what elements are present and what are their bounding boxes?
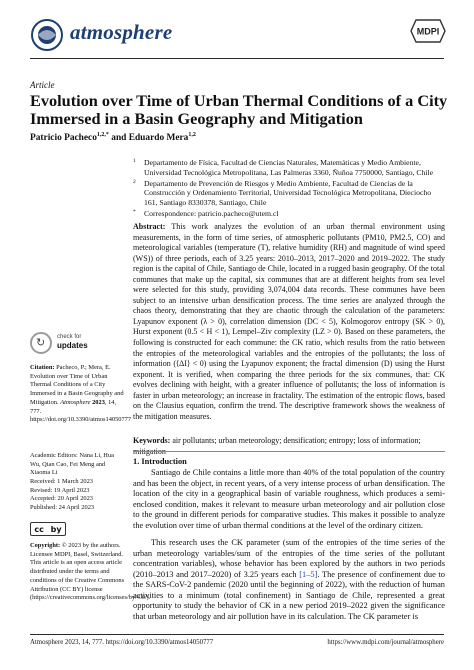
check-updates-label: check for bbox=[57, 334, 82, 340]
intro-paragraph-1: Santiago de Chile contains a little more than 40% of the total population of the country and has been the object, in recent years, of a very intense process of urban densification. The location of the city in a geographical basin of variable roughness, which produces a semi-enclosed condition, makes it relevant to measure urban meteorology and air pollution close to the ground in different periods for comparative studies. This makes it possible to analyze the evolution over time of urban thermal conditions at the level of the ordinary citizen. bbox=[133, 468, 445, 530]
intro-paragraph-2 bbox=[133, 538, 445, 622]
affiliation-item bbox=[133, 209, 445, 219]
copyright-label: Copyright: bbox=[30, 542, 61, 549]
intro-text: This research uses the CK parameter (sum of the entropies of the time series of the urban meteorology variables/sum of the entropies of the time series of the pollutant concentration variables), whose behavior has been explored by the authors in two periods (2010–2013 and 2017–2020) of 3.25 years each bbox=[133, 538, 445, 579]
published-date: Published: 24 April 2023 bbox=[30, 504, 95, 512]
affiliation-number: 2 bbox=[133, 178, 136, 185]
affiliation-text: Departamento de Prevención de Riesgos y Medio Ambiente, Facultad de Ciencias de la Construcción y Ordenamiento Territorial, Universidad Tecnológica Metropolitana, Dieciocho 161, Santiago 8330378, Santiago, Chile bbox=[144, 178, 432, 208]
abstract bbox=[133, 222, 445, 422]
keywords-rule bbox=[133, 451, 445, 452]
page-footer bbox=[30, 639, 444, 646]
author-name[interactable]: Patricio Pacheco bbox=[30, 133, 97, 144]
intro-text: . The presence of confinement due to the SARS-CoV-2 pandemic (2020 until the beginning of 2022), with the reduction of human activities to a minimum (total confinement) in Santiago de Chile, represented a great opportunity to study the behavior of CK in a new period 2019–2022 given the significance that urban meteorology and air pollution have in its calculation. The CK parameter is bbox=[133, 569, 445, 621]
affiliation-number: * bbox=[133, 208, 136, 215]
copyright-block bbox=[30, 542, 151, 603]
mdpi-logo-icon[interactable] bbox=[410, 18, 446, 44]
journal-name[interactable]: atmosphere bbox=[70, 20, 173, 44]
academic-editors: Academic Editors: Nana Li, Hua Wu, Qian Cao, Fei Meng and Xiaoma Li bbox=[30, 452, 114, 477]
citation-block bbox=[30, 364, 132, 425]
revised-date: Revised: 19 April 2023 bbox=[30, 486, 90, 494]
by-icon: by bbox=[50, 524, 62, 534]
keywords bbox=[133, 436, 445, 457]
cc-license-badge[interactable] bbox=[30, 522, 66, 536]
section-heading: 1. Introduction bbox=[133, 457, 187, 466]
author-list bbox=[30, 132, 196, 143]
check-updates-label: updates bbox=[57, 341, 88, 350]
check-for-updates-button[interactable] bbox=[30, 330, 125, 358]
cc-icon: cc bbox=[34, 524, 44, 534]
abstract-text: This work analyzes the evolution of an urban thermal environment using measurements, in the form of time series, of atmospheric pollutants (PM10, PM2.5, CO) and meteorological variables (temperature (T), relative humidity (RH) and magnitude of wind speed (WS)) of three periods, each of 3.25 years: 2010–2013, 2017–2020 and 2019–2022. The study region is the capital of Chile, Santiago de Chile, located in a rugged basin geography. Of the total communes that make up the capital, six communes that are at different heights from sea level were selected for this study, providing 3,074,004 data records. These communes have been subject to an intensive urban densification process. The time series are analyzed through the chaos theory, demonstrating that they are chaotic through the calculation of the parameters: Lyapunov exponent (λ > 0), correlation dimension (DC < 5), Kolmogorov entropy (SK > 0), Hurst exponent (0.5 < H < 1), Lempel–Ziv complexity (LZ > 0). Based on these parameters, the following is constructed for each commune: the CK ratio, which results from the ratio between the entropies of the meteorological variables and the entropies of the pollutants; the loss of information (⟨ΔI⟩ < 0) using the Lyapunov exponent; the fractal dimension (D) using the Hurst exponent. It is verified, when comparing the three periods for the six communes, that: CK evolves declining with height, with a greater influence of pollutants; the loss of information is faster in urban meteorology; an increase in fractality. The estimation of the entropic flows, based on the Clausius equation, confirm the trend. The descriptive framework shows the weakness of the mitigation measures. bbox=[133, 222, 445, 421]
author-separator: and bbox=[108, 133, 129, 144]
journal-logo-icon bbox=[30, 18, 64, 52]
author-affiliation-mark: 1,2 bbox=[188, 132, 196, 138]
footer-journal-url[interactable]: https://www.mdpi.com/journal/atmosphere bbox=[327, 639, 444, 646]
citation-journal: Atmosphere bbox=[60, 398, 91, 406]
citation-doi[interactable]: , 14, 777. https://doi.org/10.3390/atmos14050777 bbox=[30, 398, 132, 424]
citation-text: Pacheco, P.; Mera, E. Evolution over Time of Urban Thermal Conditions of a City Immersed in a Basin Geography and Mitigation. bbox=[30, 364, 124, 406]
dates-block bbox=[30, 478, 125, 513]
article-type: Article bbox=[30, 80, 55, 90]
affiliation-item bbox=[133, 158, 445, 178]
copyright-text: © 2023 by the authors. Licensee MDPI, Basel, Switzerland. This article is an open access article distributed under the terms and conditions of the Creative Commons Attribution (CC BY) license (https://creativecommons.org/licenses/by/4.0/). bbox=[30, 542, 151, 602]
article-title: Evolution over Time of Urban Thermal Conditions of a City Immersed in a Basin Geography and Mitigation bbox=[30, 91, 448, 128]
affiliation-item bbox=[133, 179, 445, 208]
affiliation-number: 1 bbox=[133, 158, 136, 164]
author-affiliation-mark: 1,2,* bbox=[96, 132, 109, 138]
check-updates-icon: ↻ bbox=[30, 332, 52, 354]
author-name[interactable]: Eduardo Mera bbox=[128, 133, 189, 144]
footer-citation[interactable]: Atmosphere 2023, 14, 777. https://doi.org/10.3390/atmos14050777 bbox=[30, 639, 214, 646]
keywords-text: air pollutants; urban meteorology; densification; entropy; loss of information; mitigation bbox=[133, 436, 421, 456]
accepted-date: Accepted: 20 April 2023 bbox=[30, 495, 94, 503]
citation-link[interactable]: [1–5] bbox=[299, 569, 318, 579]
header-rule bbox=[30, 58, 444, 59]
affiliation-text: Departamento de Física, Facultad de Ciencias Naturales, Matemáticas y Medio Ambiente, Universidad Tecnológica Metropolitana, Las Palmeras 3360, Ñuñoa 7750000, Santiago, Chile bbox=[144, 158, 434, 177]
received-date: Received: 1 March 2023 bbox=[30, 478, 93, 485]
keywords-label: Keywords: bbox=[133, 436, 171, 445]
citation-label: Citation: bbox=[30, 364, 55, 371]
publisher-name: MDPI bbox=[416, 26, 440, 37]
footer-rule bbox=[30, 634, 444, 635]
affiliations bbox=[133, 158, 445, 219]
abstract-label: Abstract: bbox=[133, 222, 166, 231]
citation-year: 2023 bbox=[92, 398, 105, 406]
correspondence-text[interactable]: Correspondence: patricio.pacheco@utem.cl bbox=[144, 208, 279, 218]
